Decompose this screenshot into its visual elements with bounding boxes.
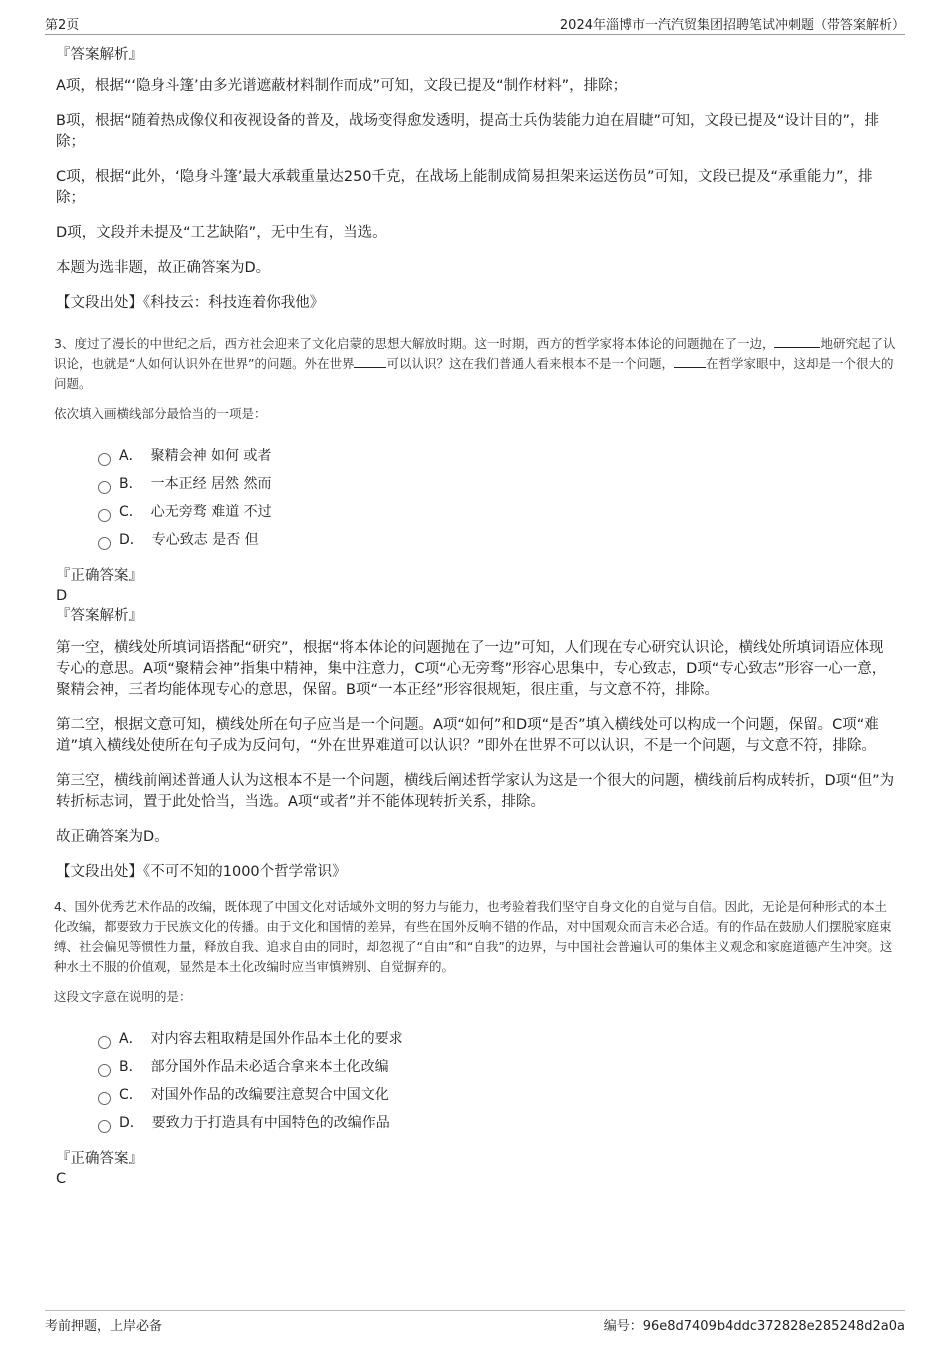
option-b[interactable]: B． 部分国外作品未必适合拿来本土化改编 — [98, 1053, 896, 1081]
correct-answer-heading: 『正确答案』 — [56, 568, 143, 584]
answer-statement: 本题为选非题，故正确答案为D。 — [56, 260, 271, 276]
source-citation: 【文段出处】《不可不知的1000个哲学常识》 — [56, 864, 347, 880]
radio-button[interactable] — [98, 1092, 111, 1105]
answer-statement: 故正确答案为D。 — [56, 829, 169, 845]
document-id: 编号：96e8d7409b4ddc372828e285248d2a0a — [603, 1319, 905, 1334]
question-3-stem: 3、度过了漫长的中世纪之后，西方社会迎来了文化启蒙的思想大解放时期。这一时期，西方的哲学家将本体论的问题抛在了一边， 地研究起了认识论，也就是“人如何认识外在世界”的问题。外在世界 可以认识？这在我们普通人看来根本不是一个问题， 在哲学家眼中，这却是一个很大的问题。 — [54, 336, 896, 391]
radio-button[interactable] — [98, 537, 111, 550]
option-c[interactable]: C． 心无旁骛 难道 不过 — [98, 498, 896, 526]
question-4-prompt: 这段文字意在说明的是： — [54, 989, 192, 1004]
analysis-heading: 『答案解析』 — [56, 47, 143, 63]
analysis-para: 第一空，横线处所填词语搭配“研究”，根据“将本体论的问题抛在了一边”可知，人们现在专心研究认识论，横线处所填词语应体现专心的意思。A项“聚精会神”指集中精神，集中注意力，C项“心无旁骛”形容心思集中，专心致志，D项“专心致志”形容一心一意，聚精会神，三者均能体现专心的意思，保留。B项“一本正经”形容很规矩，很庄重，与文意不符，排除。 — [56, 640, 887, 698]
radio-button[interactable] — [98, 453, 111, 466]
radio-button[interactable] — [98, 1120, 111, 1133]
document-title: 2024年淄博市一汽汽贸集团招聘笔试冲刺题（带答案解析） — [559, 18, 905, 33]
analysis-para: A项，根据“‘隐身斗篷’由多光谱遮蔽材料制作而成”可知，文段已提及“制作材料”，排除； — [56, 78, 628, 94]
question-3-prompt: 依次填入画横线部分最恰当的一项是： — [54, 406, 267, 421]
footer-slogan: 考前押题，上岸必备 — [45, 1319, 163, 1334]
page-header — [45, 12, 905, 35]
page-number: 第2页 — [45, 18, 80, 33]
blank-1 — [774, 334, 820, 348]
question-4-stem: 4、国外优秀艺术作品的改编，既体现了中国文化对话域外文明的努力与能力，也考验着我们坚守自身文化的自觉与自信。因此，无论是何种形式的本土化改编，都要致力于民族文化的传播。由于文化和国情的差异，有些在国外反响不错的作品，对中国观众而言未必合适。有的作品在鼓励人们摆脱家庭束缚、社会偏见等惯性力量，释放自我、追求自由的同时，却忽视了“自由”和“自我”的边界，与中国社会普遍认可的集体主义观念和家庭道德产生冲突。这种水土不服的价值观，显然是本土化改编时应当审慎辨别、自觉摒弃的。 — [54, 899, 893, 974]
correct-answer: C — [56, 1171, 67, 1187]
correct-answer-heading: 『正确答案』 — [56, 1151, 143, 1167]
analysis-para: 第三空，横线前阐述普通人认为这根本不是一个问题，横线后阐述哲学家认为这是一个很大的问题，横线前后构成转折，D项“但”为转折标志词，置于此处恰当，当选。A项“或者”并不能体现转折关系，排除。 — [56, 773, 895, 810]
analysis-para: B项，根据“随着热成像仪和夜视设备的普及，战场变得愈发透明，提高士兵伪装能力迫在眉睫”可知，文段已提及“设计目的”，排除； — [56, 113, 879, 150]
option-d[interactable]: D． 专心致志 是否 但 — [98, 526, 896, 554]
analysis-para: D项，文段并未提及“工艺缺陷”，无中生有，当选。 — [56, 225, 387, 241]
correct-answer: D — [56, 588, 68, 604]
page-footer — [45, 1310, 905, 1337]
source-citation: 【文段出处】《科技云：科技连着你我他》 — [56, 295, 325, 311]
option-d[interactable]: D． 要致力于打造具有中国特色的改编作品 — [98, 1109, 896, 1137]
analysis-heading: 『答案解析』 — [56, 608, 143, 624]
radio-button[interactable] — [98, 1064, 111, 1077]
analysis-para: C项，根据“此外，‘隐身斗篷’最大承载重量达250千克，在战场上能制成简易担架来运送伤员”可知，文段已提及“承重能力”，排除； — [56, 169, 873, 206]
option-c[interactable]: C． 对国外作品的改编要注意契合中国文化 — [98, 1081, 896, 1109]
radio-button[interactable] — [98, 509, 111, 522]
option-a[interactable]: A． 聚精会神 如何 或者 — [98, 442, 896, 470]
document-body — [56, 45, 896, 1189]
radio-button[interactable] — [98, 1036, 111, 1049]
question-3-options — [98, 442, 896, 554]
option-b[interactable]: B． 一本正经 居然 然而 — [98, 470, 896, 498]
question-4-options — [98, 1025, 896, 1137]
option-a[interactable]: A． 对内容去粗取精是国外作品本土化的要求 — [98, 1025, 896, 1053]
radio-button[interactable] — [98, 481, 111, 494]
blank-2 — [354, 354, 386, 368]
blank-3 — [674, 354, 706, 368]
analysis-para: 第二空，根据文意可知，横线处所在句子应当是一个问题。A项“如何”和D项“是否”填入横线处可以构成一个问题，保留。C项“难道”填入横线处使所在句子成为反问句，“外在世界难道可以认识？”即外在世界不可以认识，不是一个问题，与文意不符，排除。 — [56, 717, 879, 754]
